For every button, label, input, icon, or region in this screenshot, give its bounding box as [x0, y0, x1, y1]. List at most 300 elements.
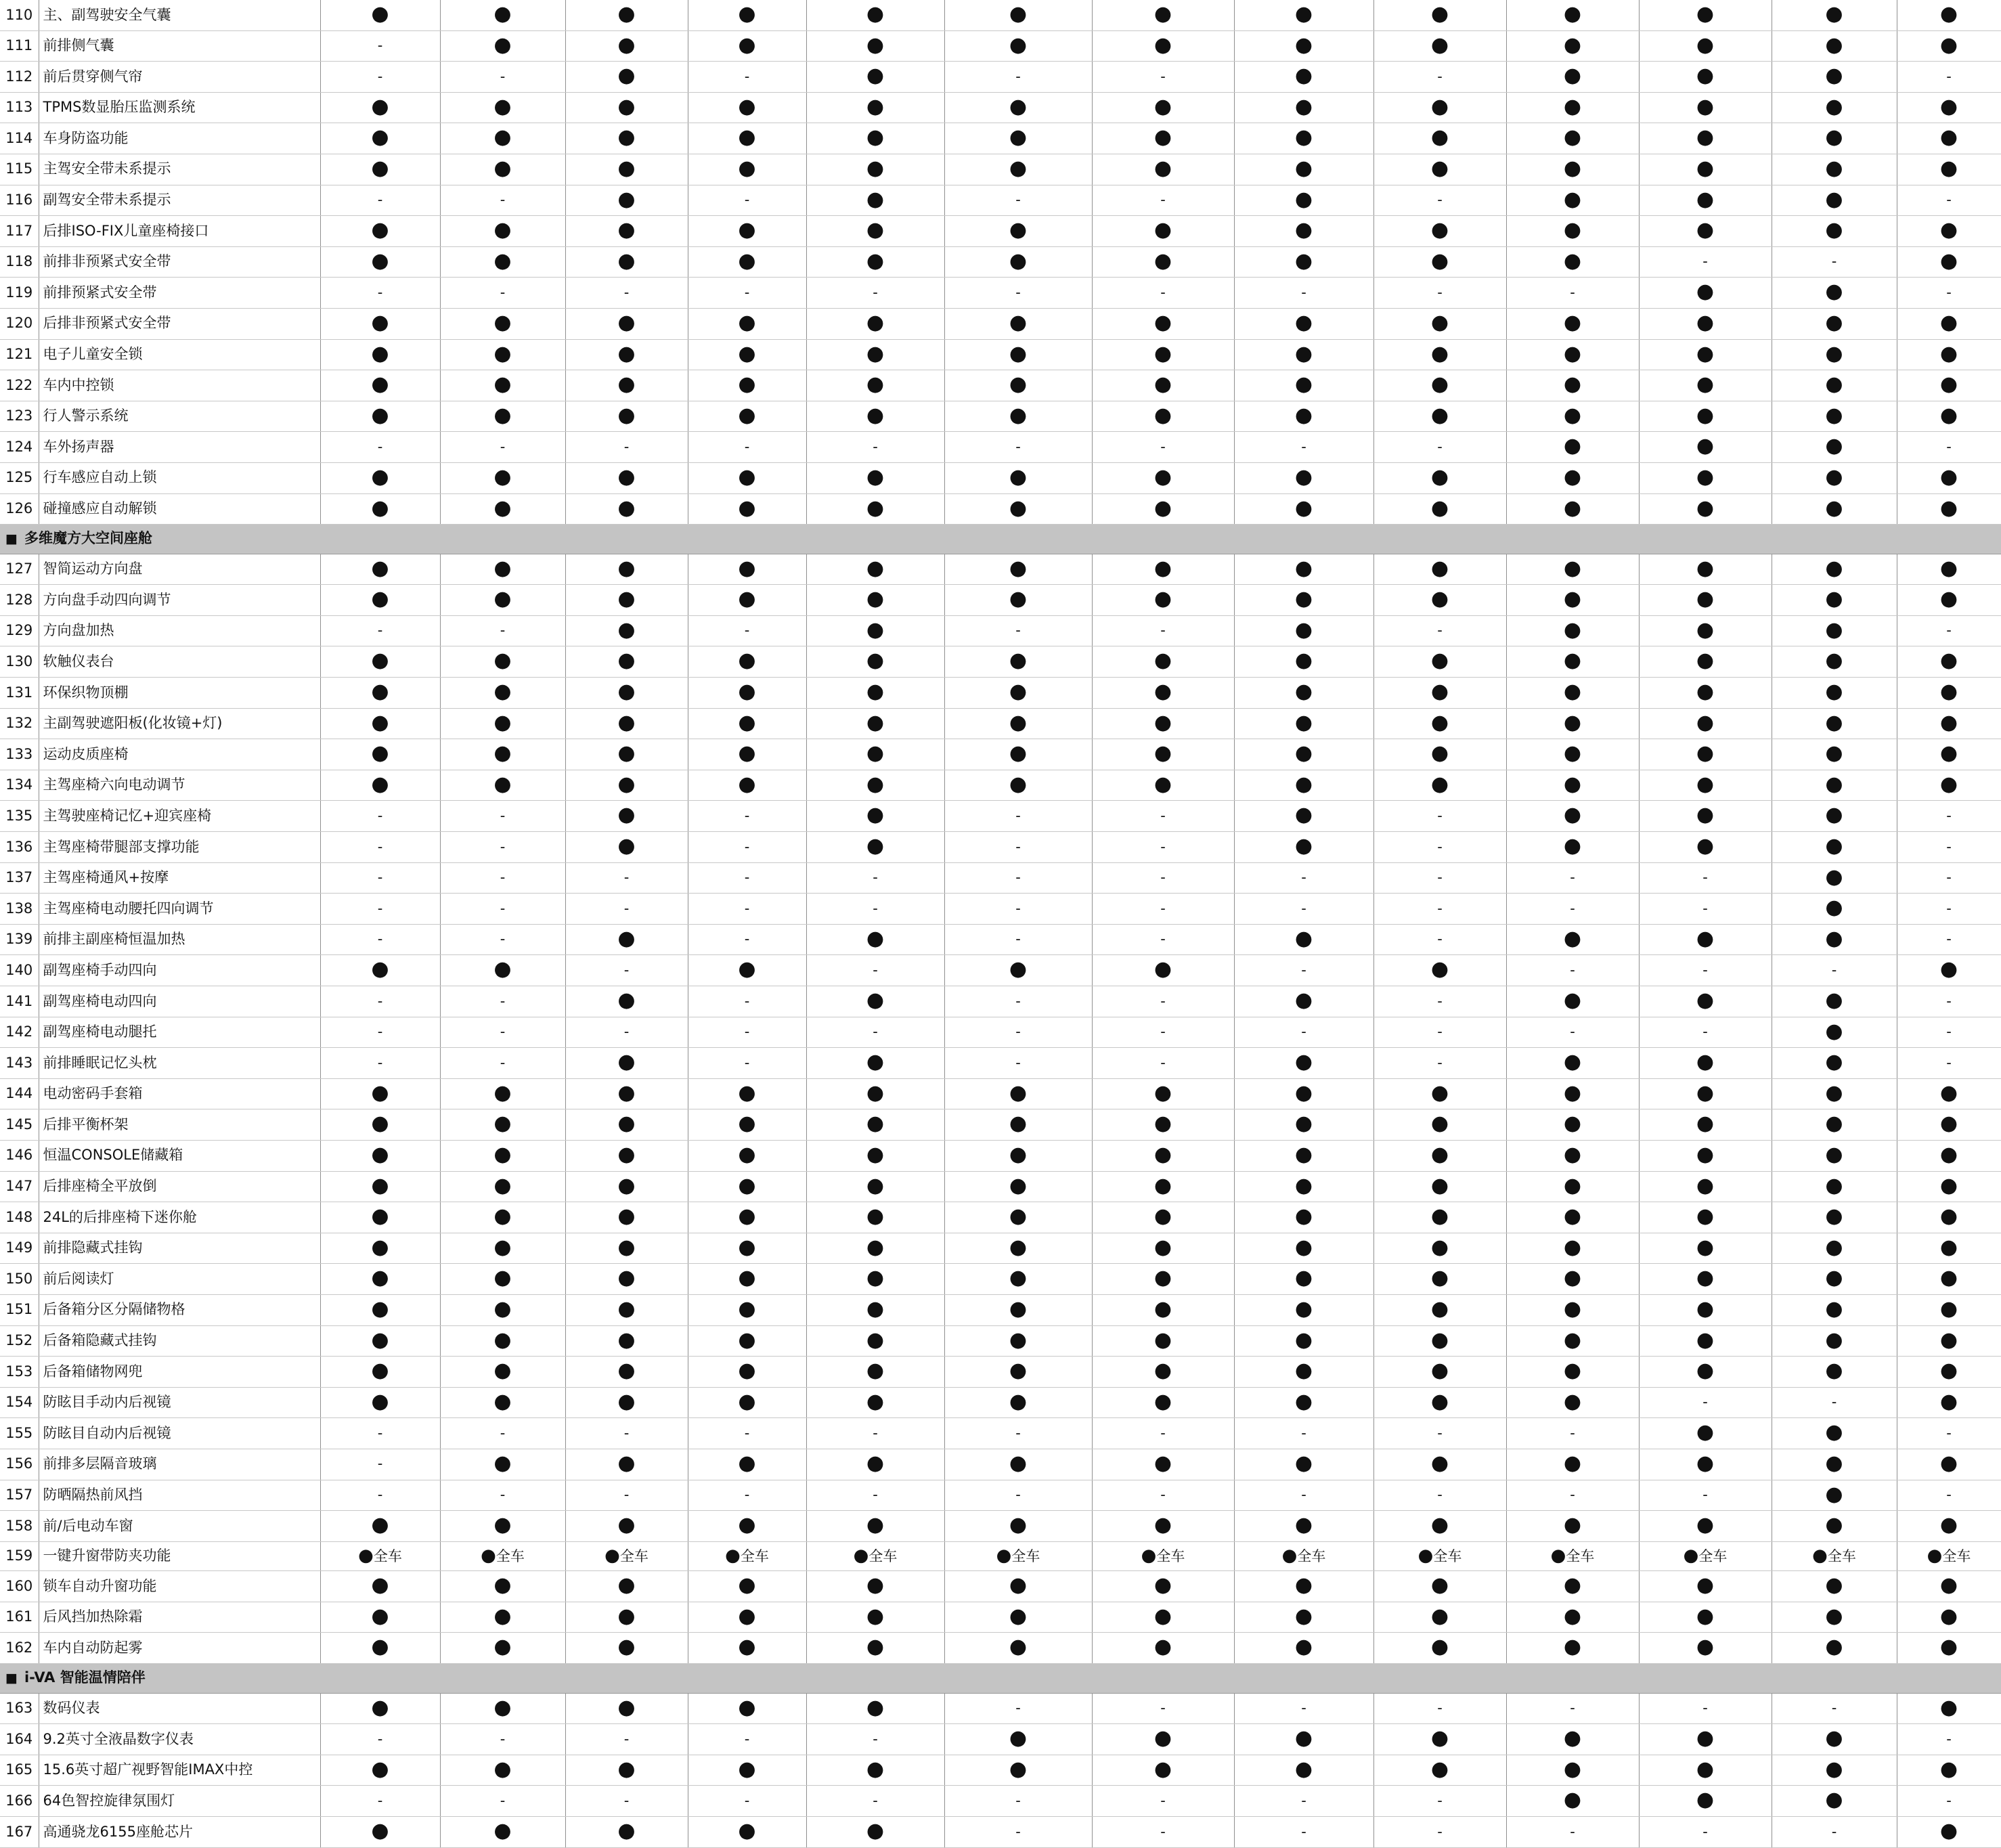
standard-dot-icon	[688, 1357, 806, 1388]
standard-dot-icon	[1772, 615, 1897, 646]
standard-dot-icon	[1506, 801, 1639, 832]
dot-icon: ●	[371, 156, 389, 180]
standard-dot-icon	[320, 1755, 440, 1786]
standard-dot-icon	[1373, 770, 1506, 801]
table-row	[0, 646, 2001, 678]
not-available-cell	[688, 432, 806, 463]
dot-icon: ●	[617, 1757, 636, 1781]
feature-name: 防晒隔热前风挡	[39, 1480, 320, 1511]
not-available-cell	[440, 862, 565, 894]
row-number: 152	[0, 1325, 39, 1357]
dot-icon: ●	[1696, 1112, 1715, 1136]
dot-icon: ●	[1696, 64, 1715, 88]
dot-icon: ●	[1294, 1050, 1313, 1074]
table-row	[0, 1140, 2001, 1171]
dot-icon: ●	[617, 556, 636, 580]
dot-icon: ●	[1825, 32, 1843, 57]
dash-mark: -	[744, 1730, 750, 1747]
not-available-cell	[1506, 1480, 1639, 1511]
standard-dot-icon	[1639, 1171, 1772, 1202]
dot-icon: ●	[1009, 464, 1028, 489]
dot-icon: ●	[617, 1819, 636, 1843]
dot-icon: ●	[1696, 1142, 1715, 1166]
dot-icon: ●	[1939, 1296, 1958, 1321]
dot-icon: ●	[866, 710, 885, 734]
standard-dot-icon	[320, 1571, 440, 1602]
dash-mark: -	[1570, 1024, 1575, 1040]
standard-dot-icon	[440, 30, 565, 62]
standard-dot-icon	[1373, 1633, 1506, 1664]
dot-icon: ●	[1153, 1173, 1172, 1197]
not-available-cell	[806, 955, 944, 986]
not-available-cell	[320, 1786, 440, 1817]
dot-icon: ●	[1939, 1112, 1958, 1136]
dash-mark: -	[500, 622, 506, 639]
dot-icon: ●	[1563, 1513, 1582, 1537]
dot-icon: ●	[371, 648, 389, 673]
dot-icon: ●	[1430, 403, 1449, 427]
dot-icon: ●	[1825, 1235, 1843, 1259]
dash-mark: -	[377, 438, 383, 455]
dot-icon: ●	[1294, 648, 1313, 673]
dot-icon: ●	[1563, 587, 1582, 611]
standard-dot-icon	[688, 1109, 806, 1141]
standard-dot-icon	[320, 1602, 440, 1633]
not-available-cell	[440, 1480, 565, 1511]
row-number: 134	[0, 770, 39, 801]
standard-dot-icon	[806, 1078, 944, 1109]
dot-icon: ●	[1153, 1142, 1172, 1166]
standard-dot-icon	[565, 986, 688, 1017]
standard-dot-icon	[440, 339, 565, 370]
standard-dot-icon	[565, 123, 688, 154]
standard-dot-icon	[688, 246, 806, 278]
standard-dot-icon	[944, 955, 1092, 986]
standard-dot-icon	[944, 339, 1092, 370]
dot-icon: ●	[1939, 464, 1958, 489]
dash-mark: -	[1015, 838, 1021, 855]
dash-mark: -	[1160, 68, 1166, 85]
standard-dot-icon	[320, 154, 440, 185]
standard-dot-icon	[1639, 678, 1772, 709]
not-available-cell	[440, 986, 565, 1017]
standard-dot-icon	[1639, 770, 1772, 801]
row-number: 154	[0, 1387, 39, 1418]
dot-icon: ●	[1430, 710, 1449, 734]
dot-icon: ●	[1153, 1359, 1172, 1383]
dash-mark: -	[744, 931, 750, 948]
dot-icon: ●	[1825, 372, 1843, 397]
dot-icon: ●	[1294, 680, 1313, 704]
not-available-cell	[1897, 1048, 2001, 1079]
dot-icon: ●	[866, 587, 885, 611]
dash-mark: -	[1437, 869, 1443, 886]
dot-icon: ●	[1563, 64, 1582, 88]
dot-icon: ●	[866, 772, 885, 796]
standard-dot-icon	[1092, 216, 1234, 247]
dot-icon: ●	[1294, 1080, 1313, 1105]
row-number: 127	[0, 554, 39, 585]
table-row	[0, 278, 2001, 309]
dot-icon: ●	[1153, 587, 1172, 611]
standard-dot-icon	[806, 1633, 944, 1664]
dot-icon: ●	[738, 1112, 756, 1136]
table-row	[0, 739, 2001, 770]
dot-icon: ●	[1696, 772, 1715, 796]
not-available-cell	[1506, 1017, 1639, 1048]
standard-dot-icon	[1639, 123, 1772, 154]
dash-mark: -	[873, 1024, 878, 1040]
dash-mark: -	[1015, 807, 1021, 824]
dash-mark: -	[377, 992, 383, 1009]
feature-name: 防眩目手动内后视镜	[39, 1387, 320, 1418]
dash-mark: -	[500, 992, 506, 1009]
dot-icon: ●	[1294, 710, 1313, 734]
row-number: 129	[0, 615, 39, 646]
note-text: 全车	[619, 1547, 648, 1564]
dot-icon: ●	[1939, 1327, 1958, 1352]
dot-icon: ●	[1563, 1573, 1582, 1598]
not-available-cell	[688, 1724, 806, 1755]
not-available-cell	[320, 62, 440, 93]
feature-name: 后排非预紧式安全带	[39, 308, 320, 339]
dash-mark: -	[873, 1487, 878, 1503]
dot-icon: ●	[1563, 156, 1582, 180]
standard-dot-icon	[1234, 1571, 1373, 1602]
dot-icon: ●	[738, 680, 756, 704]
standard-dot-icon	[320, 1233, 440, 1264]
dot-icon: ●	[371, 1112, 389, 1136]
dot-icon: ●	[1550, 1545, 1566, 1566]
dash-mark: -	[1160, 931, 1166, 948]
standard-dot-icon	[688, 308, 806, 339]
dot-icon: ●	[1939, 403, 1958, 427]
standard-dot-icon	[1639, 432, 1772, 463]
dot-icon: ●	[493, 556, 512, 580]
not-available-cell	[320, 278, 440, 309]
standard-dot-icon	[1373, 739, 1506, 770]
standard-dot-icon	[688, 123, 806, 154]
standard-dot-icon	[440, 739, 565, 770]
standard-dot-icon	[1772, 370, 1897, 401]
not-available-cell	[688, 278, 806, 309]
not-available-cell	[1234, 1480, 1373, 1511]
dot-icon: ●	[1294, 2, 1313, 26]
standard-dot-icon	[440, 1109, 565, 1141]
note-text: 全车	[1698, 1547, 1728, 1564]
standard-dot-icon	[1639, 708, 1772, 739]
not-available-cell	[565, 278, 688, 309]
dot-icon: ●	[1009, 310, 1028, 334]
feature-name: 恒温CONSOLE储藏箱	[39, 1140, 320, 1171]
standard-dot-icon	[565, 1511, 688, 1542]
standard-dot-icon	[1506, 646, 1639, 678]
standard-dot-icon	[944, 123, 1092, 154]
dot-icon: ●	[1696, 1420, 1715, 1445]
dot-icon: ●	[493, 648, 512, 673]
dot-icon: ●	[1696, 156, 1715, 180]
dash-mark: -	[1946, 1792, 1952, 1809]
dot-icon: ●	[371, 741, 389, 766]
dot-icon: ●	[866, 1204, 885, 1229]
row-number: 120	[0, 308, 39, 339]
standard-dot-icon	[1639, 92, 1772, 123]
table-row	[0, 1233, 2001, 1264]
standard-dot-icon	[1373, 1325, 1506, 1357]
standard-dot-icon	[1092, 1357, 1234, 1388]
row-number: 158	[0, 1511, 39, 1542]
row-number: 159	[0, 1541, 39, 1571]
table-row	[0, 1078, 2001, 1109]
not-available-cell	[440, 1418, 565, 1449]
dot-icon: ●	[493, 587, 512, 611]
dot-icon: ●	[1825, 926, 1843, 950]
dot-icon: ●	[617, 1573, 636, 1598]
dash-mark: -	[623, 900, 630, 917]
dot-icon: ●	[1696, 1573, 1715, 1598]
standard-dot-icon	[688, 646, 806, 678]
note-text: 全车	[1942, 1547, 1971, 1564]
feature-name: 主副驾驶遮阳板(化妆镜+灯)	[39, 708, 320, 739]
not-available-cell	[320, 894, 440, 925]
standard-dot-icon	[1092, 1571, 1234, 1602]
not-available-cell	[320, 1449, 440, 1480]
standard-dot-icon	[1373, 1511, 1506, 1542]
standard-dot-icon	[688, 0, 806, 30]
row-number: 135	[0, 801, 39, 832]
standard-dot-icon	[565, 1693, 688, 1724]
dot-icon: ●	[866, 1296, 885, 1321]
standard-dot-icon	[1772, 308, 1897, 339]
standard-dot-icon	[1897, 401, 2001, 432]
standard-dot-icon	[1897, 1294, 2001, 1325]
dot-icon: ●	[738, 1604, 756, 1628]
dash-mark: -	[623, 1424, 630, 1441]
standard-dot-icon	[1373, 216, 1506, 247]
standard-dot-icon	[806, 708, 944, 739]
standard-dot-icon	[440, 1357, 565, 1388]
dot-icon: ●	[617, 1389, 636, 1413]
dot-icon: ●	[738, 156, 756, 180]
standard-dot-icon	[944, 1755, 1092, 1786]
feature-name: 主驾座椅通风+按摩	[39, 862, 320, 894]
dash-mark: -	[744, 869, 750, 886]
dash-mark: -	[500, 1024, 506, 1040]
table-row	[0, 1171, 2001, 1202]
row-number: 146	[0, 1140, 39, 1171]
dot-icon: ●	[371, 464, 389, 489]
dash-mark: -	[1437, 838, 1443, 855]
feature-name: 主驾驶座椅记忆+迎宾座椅	[39, 801, 320, 832]
standard-dot-icon	[1506, 1786, 1639, 1817]
dot-icon: ●	[1563, 803, 1582, 827]
dot-icon: ●	[1009, 2, 1028, 26]
table-row	[0, 92, 2001, 123]
dot-icon: ●	[1825, 125, 1843, 150]
dot-icon: ●	[1563, 741, 1582, 766]
dot-icon: ●	[738, 1359, 756, 1383]
standard-dot-icon	[1897, 708, 2001, 739]
standard-dot-icon	[1092, 1511, 1234, 1542]
dash-mark: -	[744, 1054, 750, 1071]
not-available-cell	[806, 1724, 944, 1755]
section-header	[0, 1664, 2001, 1694]
section-title-text: 多维魔方大空间座舱	[24, 530, 152, 547]
standard-dot-icon	[1234, 1171, 1373, 1202]
dot-icon: ●	[617, 710, 636, 734]
dot-icon: ●	[1825, 896, 1843, 920]
standard-dot-icon	[1234, 401, 1373, 432]
standard-dot-icon	[320, 1264, 440, 1295]
dot-icon: ●	[1563, 648, 1582, 673]
standard-dot-icon	[1772, 1602, 1897, 1633]
standard-dot-icon	[1506, 1357, 1639, 1388]
dash-mark: -	[1946, 807, 1952, 824]
dot-icon: ●	[617, 1050, 636, 1074]
table-row	[0, 615, 2001, 646]
dot-icon: ●	[866, 1080, 885, 1105]
standard-dot-icon	[320, 0, 440, 30]
feature-name: 主驾座椅六向电动调节	[39, 770, 320, 801]
section-title-text: i-VA 智能温情陪伴	[24, 1669, 146, 1686]
dot-icon: ●	[1009, 1204, 1028, 1229]
standard-dot-icon	[1506, 1449, 1639, 1480]
not-available-cell	[1092, 801, 1234, 832]
table-row	[0, 986, 2001, 1017]
dot-icon: ●	[1563, 94, 1582, 118]
standard-dot-icon	[1506, 216, 1639, 247]
dot-icon: ●	[1825, 156, 1843, 180]
dot-icon: ●	[1825, 1142, 1843, 1166]
standard-dot-icon	[806, 246, 944, 278]
standard-dot-icon	[944, 1357, 1092, 1388]
dash-mark: -	[873, 900, 878, 917]
not-available-cell	[944, 1786, 1092, 1817]
dot-icon: ●	[371, 1266, 389, 1290]
dash-mark: -	[500, 838, 506, 855]
dot-icon: ●	[1294, 1142, 1313, 1166]
standard-dot-icon	[1092, 1294, 1234, 1325]
dot-icon: ●	[1825, 1451, 1843, 1475]
table-row	[0, 246, 2001, 278]
dash-mark: -	[744, 1487, 750, 1503]
standard-dot-icon	[565, 1264, 688, 1295]
dot-icon: ●	[1009, 341, 1028, 366]
dot-icon: ●	[493, 2, 512, 26]
dash-mark: -	[1301, 1424, 1306, 1441]
standard-dot-icon	[1373, 585, 1506, 616]
table-row	[0, 1571, 2001, 1602]
standard-dot-icon	[944, 493, 1092, 525]
standard-dot-icon	[1092, 1171, 1234, 1202]
dot-icon: ●	[1294, 403, 1313, 427]
dash-mark: -	[377, 1455, 383, 1472]
standard-dot-icon	[565, 154, 688, 185]
feature-name: 电子儿童安全锁	[39, 339, 320, 370]
dot-icon: ●	[371, 1573, 389, 1598]
standard-dot-icon	[1897, 1078, 2001, 1109]
standard-dot-icon	[320, 308, 440, 339]
dot-icon: ●	[617, 648, 636, 673]
dot-icon: ●	[1563, 1359, 1582, 1383]
standard-dot-icon	[320, 739, 440, 770]
dot-icon: ●	[1812, 1545, 1828, 1566]
standard-dot-icon	[320, 1511, 440, 1542]
standard-dot-icon	[565, 62, 688, 93]
standard-dot-icon	[1772, 1755, 1897, 1786]
standard-dot-icon	[1506, 1078, 1639, 1109]
standard-dot-icon	[1772, 154, 1897, 185]
standard-dot-icon	[565, 92, 688, 123]
feature-name: 车内自动防起雾	[39, 1633, 320, 1664]
dot-icon: ●	[1939, 2, 1958, 26]
standard-dot-icon	[944, 1264, 1092, 1295]
standard-dot-icon	[565, 1571, 688, 1602]
standard-dot-icon	[1897, 1511, 2001, 1542]
dot-icon: ●	[617, 64, 636, 88]
not-available-cell	[1639, 1387, 1772, 1418]
dot-icon: ●	[1563, 617, 1582, 642]
dot-icon: ●	[1009, 772, 1028, 796]
row-number: 148	[0, 1202, 39, 1233]
standard-dot-icon	[688, 708, 806, 739]
standard-note-cell	[1234, 1541, 1373, 1571]
dot-icon: ●	[1563, 464, 1582, 489]
standard-dot-icon	[1897, 739, 2001, 770]
standard-dot-icon	[1772, 739, 1897, 770]
standard-dot-icon	[688, 1078, 806, 1109]
standard-dot-icon	[1506, 62, 1639, 93]
dot-icon: ●	[1153, 1451, 1172, 1475]
standard-dot-icon	[440, 585, 565, 616]
not-available-cell	[1506, 1817, 1639, 1848]
standard-dot-icon	[688, 1171, 806, 1202]
dot-icon: ●	[1563, 218, 1582, 242]
dot-icon: ●	[1153, 1296, 1172, 1321]
standard-dot-icon	[440, 1633, 565, 1664]
standard-dot-icon	[1897, 30, 2001, 62]
dash-mark: -	[1160, 1700, 1166, 1717]
not-available-cell	[806, 1480, 944, 1511]
dot-icon: ●	[1294, 32, 1313, 57]
feature-name: 副驾座椅电动腿托	[39, 1017, 320, 1048]
dot-icon: ●	[1009, 1451, 1028, 1475]
not-available-cell	[320, 30, 440, 62]
standard-dot-icon	[1772, 554, 1897, 585]
standard-dot-icon	[1234, 1449, 1373, 1480]
dash-mark: -	[1015, 869, 1021, 886]
not-available-cell	[1092, 1693, 1234, 1724]
feature-name: 前排睡眠记忆头枕	[39, 1048, 320, 1079]
dash-mark: -	[1946, 1054, 1952, 1071]
standard-dot-icon	[565, 493, 688, 525]
standard-dot-icon	[1234, 123, 1373, 154]
dot-icon: ●	[1153, 496, 1172, 520]
standard-dot-icon	[944, 246, 1092, 278]
dot-icon: ●	[1939, 1204, 1958, 1229]
dot-icon: ●	[1009, 587, 1028, 611]
standard-dot-icon	[1506, 30, 1639, 62]
standard-dot-icon	[1897, 1693, 2001, 1724]
not-available-cell	[1897, 1724, 2001, 1755]
not-available-cell	[1092, 862, 1234, 894]
dash-mark: -	[1301, 1024, 1306, 1040]
feature-name: 前/后电动车窗	[39, 1511, 320, 1542]
dot-icon: ●	[371, 372, 389, 397]
feature-name: 前排非预紧式安全带	[39, 246, 320, 278]
standard-dot-icon	[1092, 339, 1234, 370]
dot-icon: ●	[371, 1757, 389, 1781]
